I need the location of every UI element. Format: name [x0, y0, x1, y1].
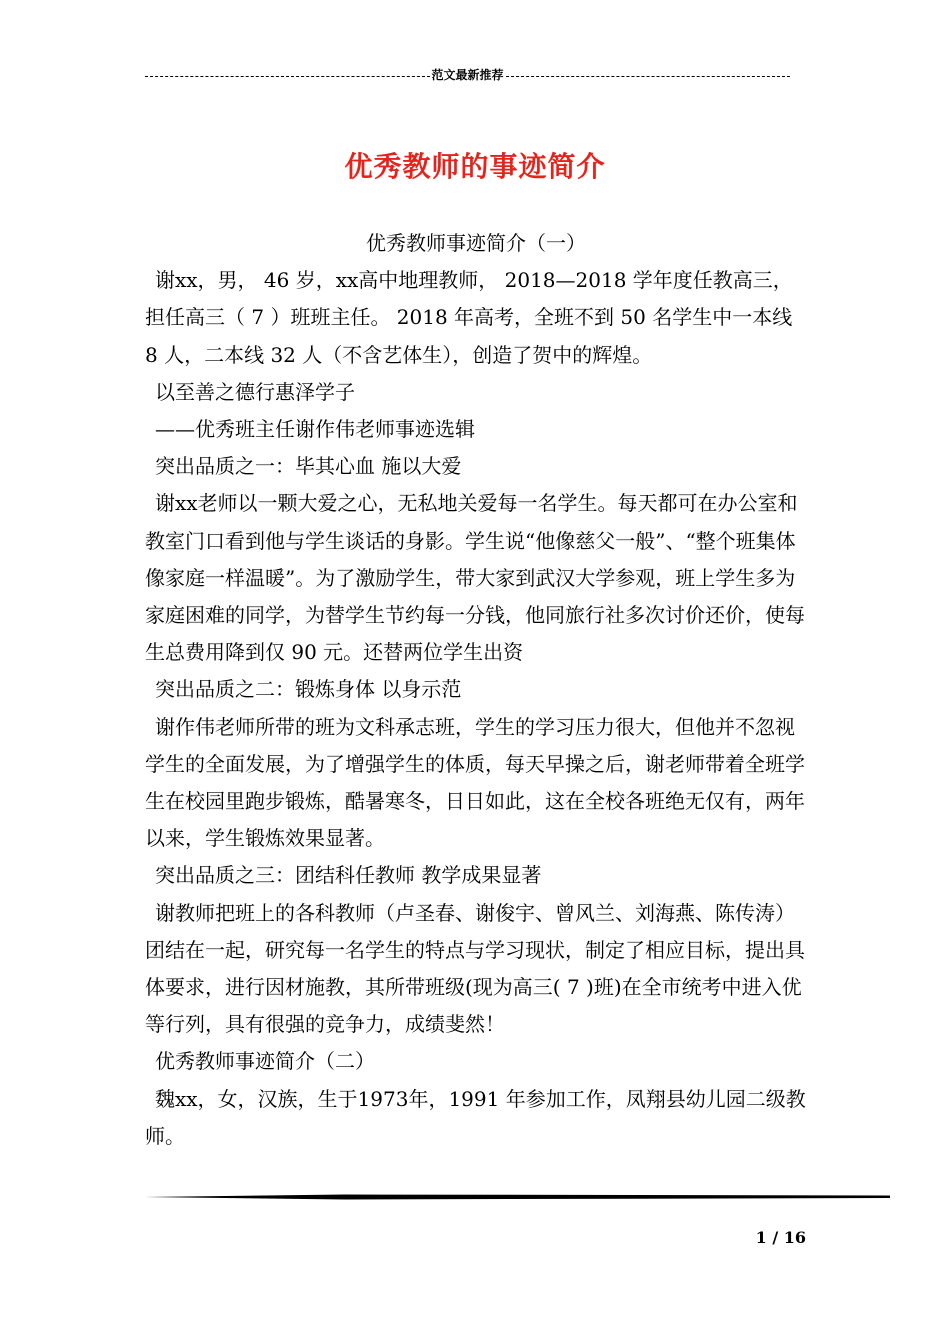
page-total: 16: [783, 1228, 806, 1247]
paragraph: 魏xx，女，汉族，生于1973年，1991 年参加工作，凤翔县幼儿园二级教师。: [145, 1086, 806, 1148]
header-dashes-right: [506, 76, 791, 77]
paragraph: 谢作伟老师所带的班为文科承志班，学生的学习压力很大，但他并不忽视学生的全面发展，为了增强学生的体质，每天早操之后，谢老师带着全班学生在校园里跑步锻炼，酷暑寒冬，日日如此，这在全校各班绝无仅有，两年以来，学生锻炼效果显著。: [145, 714, 805, 851]
document-body: [145, 225, 807, 1155]
footer-rule-graphic: [145, 1194, 890, 1200]
paragraph: 优秀教师事迹简介（一）: [366, 231, 586, 255]
footer-rule: [145, 1194, 890, 1200]
document-title: 优秀教师的事迹简介: [344, 149, 606, 183]
paragraph: 突出品质之一：毕其心血 施以大爱: [155, 454, 462, 479]
paragraph: ——优秀班主任谢作伟老师事迹选辑: [155, 417, 475, 442]
page-number: [720, 1228, 806, 1248]
paragraph: 谢xx，男， 46 岁，xx高中地理教师， 2018—2018 学年度任教高三，担任高三（ 7 ）班班主任。 2018 年高考，全班不到 50 名学生中一本线 8 人，二本线 32 人（不含艺体生），创造了贺中的辉煌。: [145, 268, 793, 367]
header-text: 范文最新推荐: [431, 68, 504, 82]
page-header: [145, 68, 790, 82]
paragraph: 突出品质之二：锻炼身体 以身示范: [155, 677, 462, 702]
paragraph: 优秀教师事迹简介（二）: [155, 1049, 375, 1074]
paragraph: 谢xx老师以一颗大爱之心，无私地关爱每一名学生。每天都可在办公室和教室门口看到他与学生谈话的身影。学生说“他像慈父一般”、“整个班集体像家庭一样温暖”。为了激励学生，带大家到武汉大学参观，班上学生多为家庭困难的同学，为替学生节约每一分钱，他同旅行社多次讨价还价，使每生总费用降到仅 90 元。还替两位学生出资: [145, 491, 805, 665]
paragraph: 突出品质之三：团结科任教师 教学成果显著: [155, 863, 542, 888]
header-dashes-left: [145, 76, 430, 77]
paragraph: 以至善之德行惠泽学子: [155, 379, 355, 404]
page-current: 1: [755, 1228, 767, 1247]
paragraph: 谢教师把班上的各科教师（卢圣春、谢俊宇、曾风兰、刘海燕、陈传涛）团结在一起，研究每一名学生的特点与学习现状，制定了相应目标，提出具体要求，进行因材施教，其所带班级(现为高三( 7 )班)在全市统考中进入优等行列，具有很强的竞争力，成绩斐然！: [145, 900, 805, 1037]
page-separator: /: [766, 1228, 784, 1247]
